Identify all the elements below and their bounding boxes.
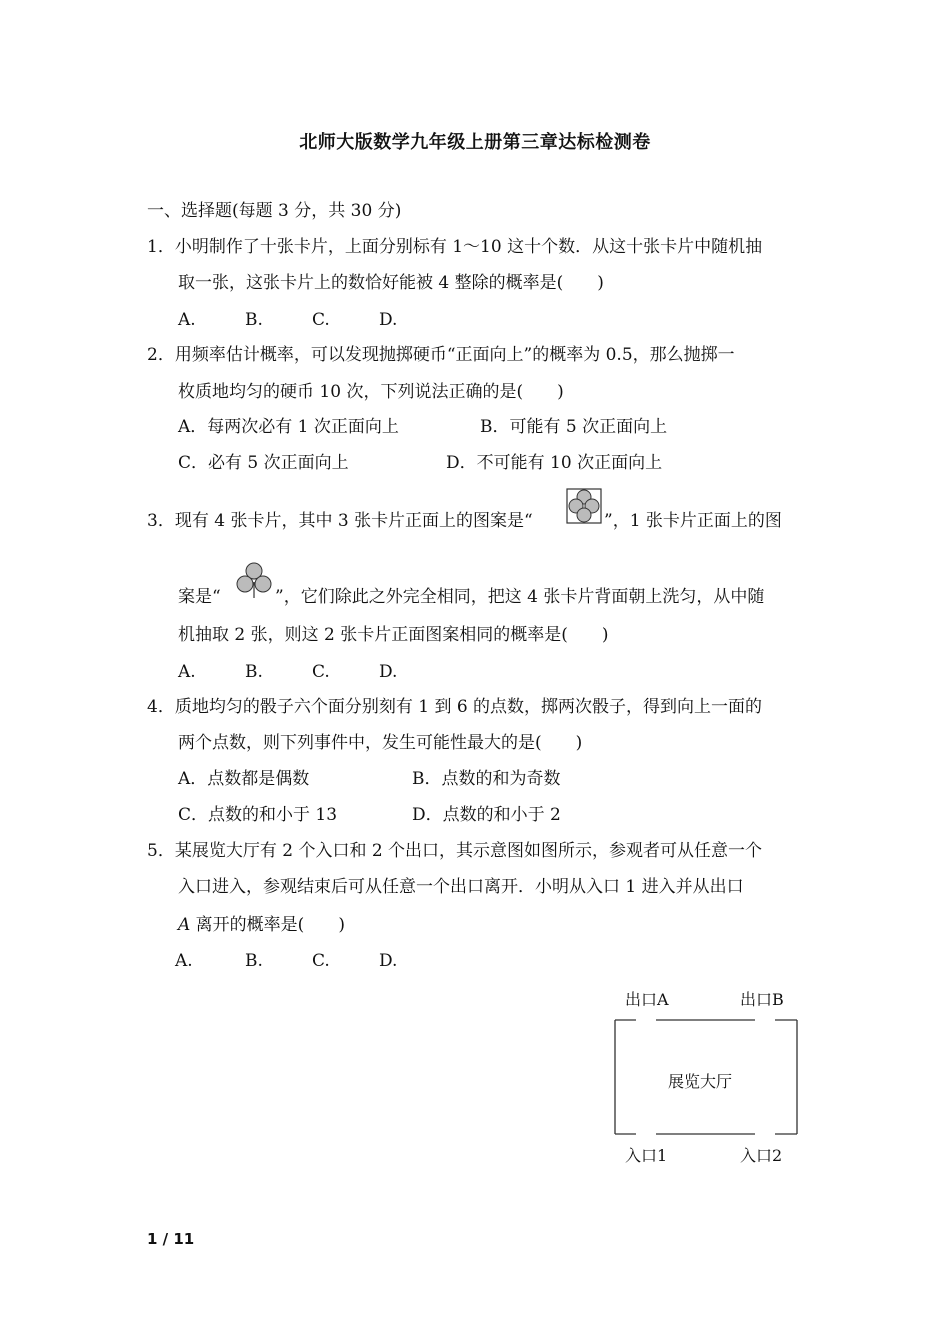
q1-option-c: C. [312, 310, 330, 330]
q5-line3 [178, 914, 345, 936]
q2-option-b: B．可能有 5 次正面向上 [480, 417, 668, 437]
q3-option-a: A. [178, 662, 196, 682]
q5-exit-letter: A [178, 915, 191, 935]
q2-option-c: C．必有 5 次正面向上 [178, 453, 349, 473]
q2-line2: 枚质地均匀的硬币 10 次，下列说法正确的是( ) [178, 382, 564, 402]
entrance-1-label: 入口1 [625, 1146, 668, 1165]
q5-line2: 入口进入，参观结束后可从任意一个出口离开．小明从入口 1 进入并从出口 [178, 877, 744, 897]
exit-b-label: 出口B [740, 990, 784, 1009]
q4-option-c: C．点数的和小于 13 [178, 805, 338, 825]
q3-option-d: D. [379, 662, 398, 682]
section-heading: 一、选择题(每题 3 分，共 30 分) [147, 201, 402, 221]
q1-option-d: D. [379, 310, 398, 330]
q1-option-a: A. [178, 310, 196, 330]
q3-line1-part1: 3．现有 4 张卡片，其中 3 张卡片正面上的图案是“ [147, 511, 533, 531]
q3-option-b: B. [245, 662, 263, 682]
q3-line1-part2: ”，1 张卡片正面上的图 [604, 511, 782, 531]
q1-line1: 1．小明制作了十张卡片，上面分别标有 1～10 这十个数．从这十张卡片中随机抽 [147, 237, 763, 257]
hall-label: 展览大厅 [668, 1072, 733, 1091]
q5-line3-text: 离开的概率是( ) [190, 915, 345, 935]
q3-line2-part2: ”，它们除此之外完全相同，把这 4 张卡片背面朝上洗匀，从中随 [275, 587, 765, 607]
entrance-2-label: 入口2 [740, 1146, 783, 1165]
q1-line2: 取一张，这张卡片上的数恰好能被 4 整除的概率是( ) [178, 273, 604, 293]
q2-line1: 2．用频率估计概率，可以发现抛掷硬币“正面向上”的概率为 0.5，那么抛掷一 [147, 345, 735, 365]
q5-line1: 5．某展览大厅有 2 个入口和 2 个出口，其示意图如图所示，参观者可从任意一个 [147, 841, 763, 861]
q3-line3: 机抽取 2 张，则这 2 张卡片正面图案相同的概率是( ) [178, 625, 609, 645]
q3-option-c: C. [312, 662, 330, 682]
q3-line2-part1: 案是“ [178, 587, 221, 607]
q5-option-c: C. [312, 951, 330, 971]
clover-card-icon [235, 560, 273, 600]
q1-option-b: B. [245, 310, 263, 330]
q5-option-b: B. [245, 951, 263, 971]
four-circle-card-icon [566, 488, 602, 524]
q5-option-a: A. [175, 951, 193, 971]
q4-option-a: A．点数都是偶数 [178, 769, 310, 789]
exit-a-label: 出口A [625, 990, 669, 1009]
page-number: 1 / 11 [147, 1230, 195, 1248]
q4-option-b: B．点数的和为奇数 [412, 769, 561, 789]
q2-option-a: A．每两次必有 1 次正面向上 [178, 417, 399, 437]
page-title: 北师大版数学九年级上册第三章达标检测卷 [299, 132, 651, 153]
q5-option-d: D. [379, 951, 398, 971]
q4-option-d: D．点数的和小于 2 [412, 805, 561, 825]
q2-option-d: D．不可能有 10 次正面向上 [446, 453, 663, 473]
q4-line2: 两个点数，则下列事件中，发生可能性最大的是( ) [178, 733, 583, 753]
q4-line1: 4．质地均匀的骰子六个面分别刻有 1 到 6 的点数，掷两次骰子，得到向上一面的 [147, 697, 763, 717]
exhibition-hall-diagram [612, 985, 812, 1170]
